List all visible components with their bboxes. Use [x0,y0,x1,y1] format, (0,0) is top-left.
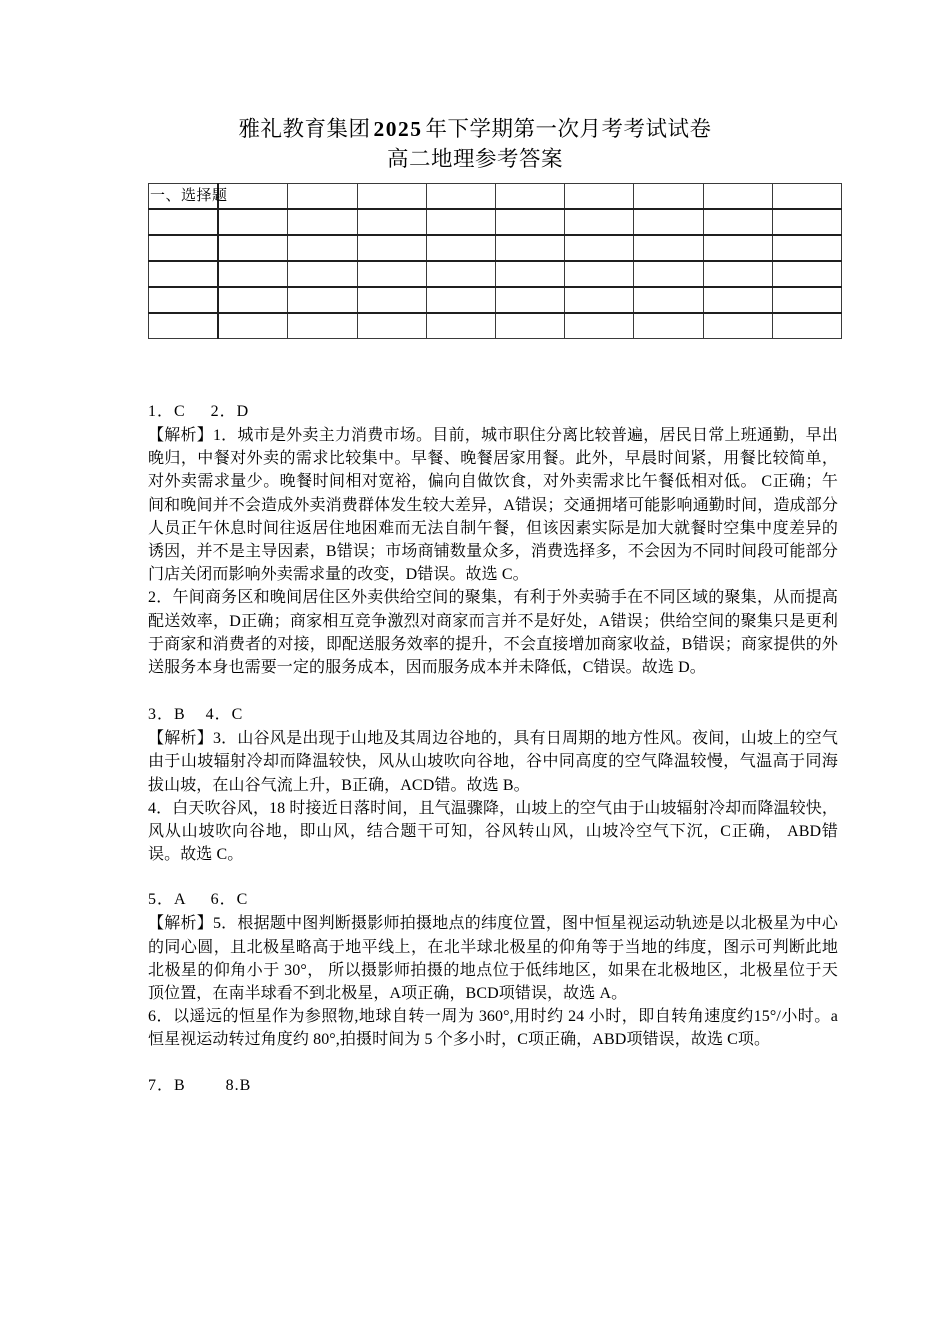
table-cell [149,313,219,339]
table-row [149,235,842,261]
section-heading-multiple-choice: 一、选择题 [150,188,228,204]
title-prefix: 雅礼教育集团 [238,117,371,141]
title-suffix: 年下学期第一次月考考试试卷 [425,117,712,141]
table-cell [426,209,495,235]
table-cell [357,184,426,210]
table-cell [357,209,426,235]
table-cell [565,313,634,339]
table-cell [565,261,634,287]
table-cell [703,313,772,339]
page-subtitle: 高二地理参考答案 [386,147,563,171]
table-row [149,313,842,339]
table-cell [495,184,564,210]
answer-block [148,1074,838,1097]
explanation-text [148,424,838,679]
table-cell [772,209,841,235]
answer-key-line: 1．C 2．D [148,403,250,420]
table-cell [357,287,426,313]
table-cell [357,261,426,287]
table-cell [426,235,495,261]
table-cell [218,287,288,313]
table-cell [495,261,564,287]
explanation-paragraph: 【解析】5．根据题中图判断摄影师拍摄地点的纬度位置，图中恒星视运动轨迹是以北极星为中心的同心圆，且北极星略高于地平线上，在北半球北极星的仰角等于当地的纬度，图示可判断此地北极星的仰角小于 30°， 所以摄影师拍摄的地点位于低纬地区，如果在北极地区，北极星位于天顶位置，在南半球看不到北极星，A项正确，BCD项错误，故选 A。 [148,915,838,1003]
table-cell [426,287,495,313]
table-cell [495,209,564,235]
answer-block [148,703,838,866]
table-cell [565,235,634,261]
table-cell [634,261,703,287]
table-cell [772,184,841,210]
title-year: 2025 [373,117,423,141]
answer-grid-body [149,184,842,339]
table-cell [634,184,703,210]
table-row [149,184,842,210]
answers-content [148,400,838,1119]
explanation-paragraph: 【解析】1．城市是外卖主力消费市场。目前，城市职住分离比较普遍，居民日常上班通勤，早出晚归，中餐对外卖的需求比较集中。早餐、晚餐居家用餐。此外，早晨时间紧，用餐比较简单，对外卖需求量少。晚餐时间相对宽裕，偏向自做饮食，对外卖需求比午餐低相对低。 C正确；午间和晚间并不会造成外卖消费群体发生较大差异，A错误；交通拥堵可能影响通勤时间，造成部分人员正午休息时间往返居住地困难而无法自制午餐，但该因素实际是加大就餐时空集中度差异的诱因，并不是主导因素，B错误；市场商铺数量众多，消费选择多，不会因为不同时间段可能部分门店关闭而影响外卖需求量的改变，D错误。故选 C。 [148,427,838,584]
table-row [149,287,842,313]
table-cell [634,209,703,235]
table-cell [288,313,357,339]
table-cell [703,209,772,235]
table-cell [288,261,357,287]
table-cell [149,261,219,287]
table-cell [288,235,357,261]
explanation-text [148,912,838,1051]
table-cell [565,287,634,313]
document-title-block [0,114,950,174]
answer-key-line: 5．A 6．C [148,891,249,909]
table-cell [565,184,634,210]
explanation-paragraph: 6．以遥远的恒星作为参照物,地球自转一周为 360°,用时约 24 小时，即自转角速度约15°/小时。a 恒星视运动转过角度约 80°,拍摄时间为 5 个多小时，C项正确，ABD项错误，故选 C项。 [148,1008,838,1049]
table-cell [703,235,772,261]
table-cell [703,287,772,313]
explanation-paragraph: 【解析】3．山谷风是出现于山地及其周边谷地的，具有日周期的地方性风。夜间，山坡上的空气由于山坡辐射冷却而降温较快，风从山坡吹向谷地，谷中同高度的空气降温较慢，气温高于同海拔山坡，在山谷气流上升，B正确，ACD错。故选 B。 [148,730,838,794]
table-cell [426,184,495,210]
table-cell [149,209,219,235]
table-cell [495,313,564,339]
explanation-text [148,727,838,866]
answer-key-line: 7．B 8.B [148,1076,252,1094]
answer-block [148,400,838,679]
table-cell [634,287,703,313]
explanation-paragraph: 4．白天吹谷风，18 时接近日落时间，且气温骤降，山坡上的空气由于山坡辐射冷却而降温较快，风从山坡吹向谷地，即山风，结合题干可知，谷风转山风，山坡冷空气下沉，C正确， ABD错误。故选 C。 [148,799,838,864]
table-cell [772,261,841,287]
table-cell [149,235,219,261]
table-cell [495,235,564,261]
table-cell [772,235,841,261]
table-cell [218,261,288,287]
table-cell [288,287,357,313]
table-cell [703,184,772,210]
table-cell [357,313,426,339]
page-title [0,114,950,144]
table-row [149,261,842,287]
table-cell [634,313,703,339]
table-cell [426,313,495,339]
explanation-paragraph: 2．午间商务区和晚间居住区外卖供给空间的聚集，有利于外卖骑手在不同区域的聚集，从而提高配送效率，D正确；商家相互竞争激烈对商家而言并不是好处，A错误；供给空间的聚集只是更利于商家和消费者的对接，即配送服务效率的提升，不会直接增加商家收益，B错误；商家提供的外送服务本身也需要一定的服务成本，因而服务成本并未降低，C错误。故选 D。 [148,589,838,677]
table-row [149,209,842,235]
table-cell [218,313,288,339]
table-cell [495,287,564,313]
answer-grid-table [148,183,842,339]
table-cell [288,209,357,235]
table-cell [288,184,357,210]
table-cell [565,209,634,235]
table-cell [703,261,772,287]
table-cell [218,235,288,261]
table-cell [218,209,288,235]
answer-key-line: 3．B 4．C [148,706,244,724]
table-cell [772,313,841,339]
answer-block [148,888,838,1051]
table-cell [218,184,288,210]
table-cell [772,287,841,313]
table-cell [149,287,219,313]
table-cell [357,235,426,261]
table-cell [426,261,495,287]
table-cell [634,235,703,261]
